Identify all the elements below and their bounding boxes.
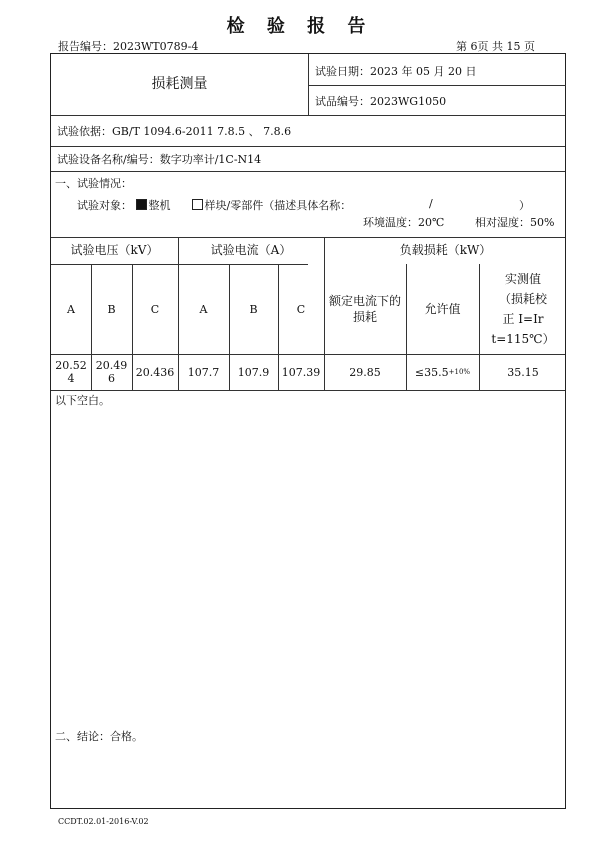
- report-title: 检 验 报 告: [226, 16, 374, 37]
- rated-loss-value: 29.85: [349, 365, 381, 379]
- voltage-b-header: B: [107, 302, 116, 316]
- divider: [51, 390, 565, 391]
- option-sample-label: 样块/零部件（描述具体名称：: [204, 199, 352, 212]
- allowed-value-header: 允许值: [424, 301, 461, 316]
- voltage-a-header: A: [67, 302, 75, 316]
- report-number: 报告编号：2023WT0789-4: [58, 40, 199, 53]
- blank-note: 以下空白。: [55, 394, 110, 407]
- measured-header-line: （损耗校: [498, 292, 547, 306]
- measured-header-line: 正 I=Ir: [502, 312, 544, 326]
- voltage-c-header: C: [150, 302, 160, 316]
- divider: [51, 115, 565, 116]
- allowed-value: [406, 354, 479, 390]
- test-basis: 试验依据：GB/T 1094.6-2011 7.8.5 、 7.8.6: [57, 125, 292, 138]
- voltage-b-value: 20.496: [95, 359, 128, 385]
- test-name: 损耗测量: [151, 76, 208, 92]
- sample-name-slash: /: [429, 197, 433, 210]
- current-c-value: 107.39: [281, 365, 321, 379]
- current-c-header: C: [296, 302, 306, 316]
- sample-number: 试品编号：2023WG1050: [315, 95, 447, 108]
- current-group-header: 试验电流（A）: [210, 243, 292, 257]
- measured-header-line: 实测值: [504, 272, 541, 286]
- conditions-heading: 一、试验情况：: [55, 177, 132, 190]
- sample-name-close: ）: [519, 199, 530, 212]
- voltage-c-value: 20.436: [135, 365, 175, 379]
- test-date: 试验日期：2023 年 05 月 20 日: [315, 65, 477, 78]
- allowed-value-tolerance: +10%: [448, 367, 471, 376]
- divider: [51, 146, 565, 147]
- form-code: CCDT.02.01-2016-V.02: [58, 817, 149, 826]
- measured-header-line: t=115℃）: [491, 332, 555, 346]
- current-b-value: 107.9: [237, 365, 270, 379]
- allowed-value-main: ≤35.5: [414, 365, 449, 379]
- report-frame: [50, 53, 566, 809]
- checked-box-icon[interactable]: [136, 199, 147, 210]
- rated-loss-header: 额定电流下的损耗: [328, 294, 401, 324]
- relative-humidity: 相对湿度：50%: [475, 216, 555, 229]
- current-a-value: 107.7: [187, 365, 220, 379]
- current-a-header: A: [199, 302, 208, 316]
- loss-group-header: 负载损耗（kW）: [399, 243, 492, 257]
- divider: [51, 171, 565, 172]
- test-equipment: 试验设备名称/编号：数字功率计/1C-N14: [57, 153, 262, 166]
- current-b-header: B: [249, 302, 258, 316]
- test-object-row: [77, 197, 351, 213]
- option-whole-label: 整机: [148, 199, 171, 212]
- test-object-label: 试验对象：: [77, 199, 132, 212]
- unchecked-box-icon[interactable]: [192, 199, 203, 210]
- divider: [308, 85, 566, 86]
- divider: [308, 54, 309, 115]
- voltage-a-value: 20.524: [55, 359, 87, 385]
- measured-value-header: [479, 264, 567, 354]
- page-info: 第 6页 共 15 页: [456, 40, 535, 53]
- environment-temperature: 环境温度：20℃: [363, 216, 445, 229]
- conclusion: 二、结论：合格。: [55, 730, 143, 743]
- voltage-group-header: 试验电压（kV）: [70, 243, 159, 257]
- measured-value: 35.15: [507, 365, 539, 379]
